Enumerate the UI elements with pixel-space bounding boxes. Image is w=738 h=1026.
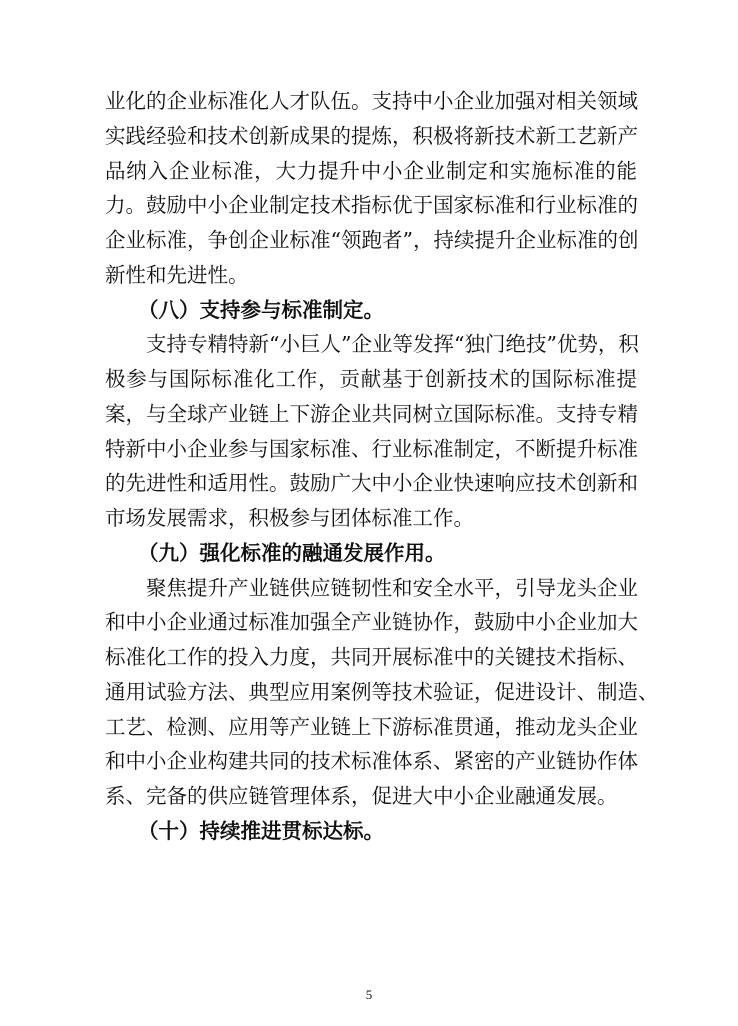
paragraph-line: 实践经验和技术创新成果的提炼，积极将新技术新工艺新产: [105, 123, 638, 148]
paragraph-line: 标准化工作的投入力度，共同开展标准中的关键技术指标、: [105, 645, 638, 669]
paragraph-line: 和中小企业通过标准加强全产业链协作，鼓励中小企业加大: [105, 610, 638, 635]
paragraph-line: 特新中小企业参与国家标准、行业标准制定，不断提升标准: [105, 436, 638, 461]
paragraph-line: 案，与全球产业链上下游企业共同树立国际标准。支持专精: [105, 401, 638, 426]
page-number: 5: [365, 987, 373, 1002]
paragraph-line: 支持专精特新“小巨人”企业等发挥“独门绝技”优势，积: [146, 332, 639, 357]
paragraph-line: 通用试验方法、典型应用案例等技术验证，促进设计、制造、: [105, 679, 659, 704]
paragraph-line: 的先进性和适用性。鼓励广大中小企业快速响应技术创新和: [105, 471, 638, 496]
paragraph-line: 和中小企业构建共同的技术标准体系、紧密的产业链协作体: [105, 749, 638, 774]
section-heading-10: （十）持续推进贯标达标。: [138, 818, 384, 843]
paragraph-line: 工艺、检测、应用等产业链上下游标准贯通，推动龙头企业: [105, 714, 638, 739]
paragraph-line: 新性和先进性。: [105, 262, 249, 287]
body-text: [105, 84, 659, 849]
section-heading-9: （九）强化标准的融通发展作用。: [138, 540, 446, 565]
paragraph-line: 市场发展需求，积极参与团体标准工作。: [105, 506, 474, 530]
section-heading-8: （八）支持参与标准制定。: [138, 297, 384, 322]
paragraph-line: 品纳入企业标准，大力提升中小企业制定和实施标准的能: [105, 158, 637, 183]
paragraph-line: 业化的企业标准化人才队伍。支持中小企业加强对相关领域: [105, 89, 638, 113]
paragraph-line: 极参与国际标准化工作，贡献基于创新技术的国际标准提: [105, 367, 637, 391]
paragraph-line: 企业标准，争创企业标准“领跑者”，持续提升企业标准的创: [105, 228, 639, 252]
paragraph-line: 聚焦提升产业链供应链韧性和安全水平，引导龙头企业: [146, 575, 638, 600]
paragraph-line: 力。鼓励中小企业制定技术指标优于国家标准和行业标准的: [105, 193, 638, 218]
paragraph-line: 系、完备的供应链管理体系，促进大中小企业融通发展。: [105, 784, 618, 808]
